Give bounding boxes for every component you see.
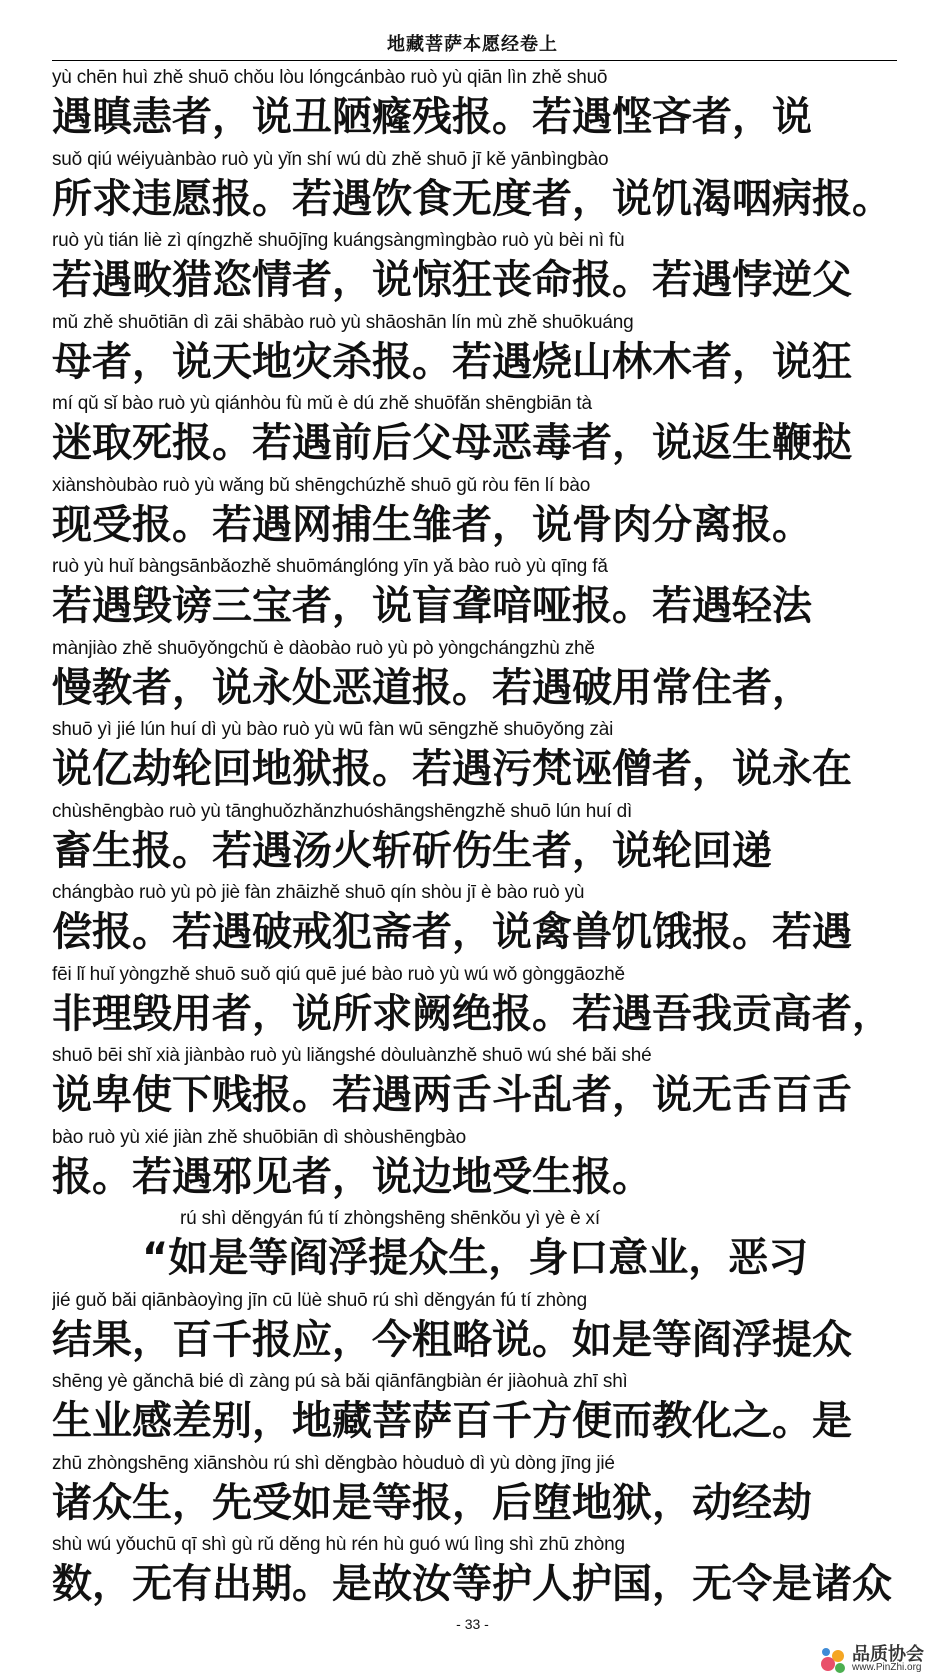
text-line xyxy=(52,309,897,391)
text-line xyxy=(52,635,897,717)
pinyin-line: fēi lǐ huǐ yòngzhě shuō suǒ qiú quē jué bào ruò yù wú wǒ gònggāozhě xyxy=(52,963,625,985)
text-line xyxy=(52,1368,897,1450)
text-line xyxy=(52,227,897,309)
watermark-url: www.PinZhi.org xyxy=(852,1662,922,1673)
hanzi-line: 若遇毁谤三宝者，说盲聋喑哑报。若遇轻法 xyxy=(52,583,812,629)
hanzi-line: “如是等阎浮提众生，身口意业，恶习 xyxy=(142,1235,809,1281)
pinyin-line: mí qǔ sǐ bào ruò yù qiánhòu fù mǔ è dú zhě shuōfǎn shēngbiān tà xyxy=(52,393,592,414)
pinyin-line: ruò yù huǐ bàngsānbǎozhě shuōmánglóng yīn yǎ bào ruò yù qīng fǎ xyxy=(52,556,608,577)
hanzi-line: 迷取死报。若遇前后父母恶毒者，说返生鞭挞 xyxy=(52,420,852,466)
text-line xyxy=(52,553,897,635)
hanzi-line: 母者，说天地灾杀报。若遇烧山林木者，说狂 xyxy=(52,338,852,385)
page-number: - 33 - xyxy=(456,1616,489,1632)
hanzi-line: 生业感差别，地藏菩萨百千方便而教化之。是 xyxy=(52,1398,852,1444)
hanzi-line: 报。若遇邪见者，说边地受生报。 xyxy=(52,1153,652,1200)
pinyin-line: yù chēn huì zhě shuō chǒu lòu lóngcánbào ruò yù qiān lìn zhě shuō xyxy=(52,67,608,88)
watermark-name: 品质协会 xyxy=(852,1644,924,1665)
watermark xyxy=(818,1638,938,1678)
pinyin-line: mǔ zhě shuōtiān dì zāi shābào ruò yù shāoshān lín mù zhě shuōkuáng xyxy=(52,311,634,333)
pinyin-line: chùshēngbào ruò yù tānghuǒzhǎnzhuóshāngshēngzhě shuō lún huí dì xyxy=(52,800,633,822)
pinyin-line: chángbào ruò yù pò jiè fàn zhāizhě shuō qín shòu jī è bào ruò yù xyxy=(52,882,585,903)
watermark-logo-icon xyxy=(818,1644,850,1676)
pinyin-line: mànjiào zhě shuōyǒngchǔ è dàobào ruò yù pò yòngchángzhù zhě xyxy=(52,637,595,659)
hanzi-line: 结果，百千报应，今粗略说。如是等阎浮提众 xyxy=(52,1316,852,1363)
hanzi-line: 诸众生，先受如是等报，后堕地狱，动经劫 xyxy=(52,1479,812,1526)
text-line xyxy=(52,1531,897,1613)
header-rule xyxy=(52,60,897,61)
text-line xyxy=(52,1287,897,1369)
pinyin-line: shēng yè gǎnchā bié dì zàng pú sà bǎi qiānfāngbiàn ér jiàohuà zhī shì xyxy=(52,1371,628,1392)
text-line xyxy=(52,64,897,146)
pinyin-line: suǒ qiú wéiyuànbào ruò yù yǐn shí wú dù zhě shuō jī kě yānbìngbào xyxy=(52,148,609,170)
pinyin-line: shuō bēi shǐ xià jiànbào ruò yù liǎngshé dòuluànzhě shuō wú shé bǎi shé xyxy=(52,1045,652,1066)
hanzi-line: 数，无有出期。是故汝等护人护国，无令是诸众 xyxy=(52,1561,892,1607)
hanzi-line: 非理毁用者，说所求阙绝报。若遇吾我贡高者， xyxy=(52,990,892,1037)
hanzi-line: 遇瞋恚者，说丑陋癃残报。若遇悭吝者，说 xyxy=(52,94,812,140)
pinyin-line: rú shì děngyán fú tí zhòngshēng shēnkǒu yì yè è xí xyxy=(180,1208,600,1229)
hanzi-line: 慢教者，说永处恶道报。若遇破用常住者， xyxy=(52,664,812,711)
pinyin-line: shù wú yǒuchū qī shì gù rǔ děng hù rén hù guó wú lìng shì zhū zhòng xyxy=(52,1534,625,1555)
hanzi-line: 说亿劫轮回地狱报。若遇污梵诬僧者，说永在 xyxy=(52,746,852,792)
text-line xyxy=(52,390,897,472)
running-header-title: 地藏菩萨本愿经卷上 xyxy=(387,34,558,55)
text-line xyxy=(52,1042,897,1124)
text-line xyxy=(52,1450,897,1532)
text-line xyxy=(52,716,897,798)
hanzi-line: 畜生报。若遇汤火斩斫伤生者，说轮回递 xyxy=(52,827,772,874)
hanzi-line: 所求违愿报。若遇饮食无度者，说饥渴咽病报。 xyxy=(52,175,892,222)
text-line xyxy=(52,879,897,961)
text-line xyxy=(52,961,897,1043)
hanzi-line: 偿报。若遇破戒犯斋者，说禽兽饥饿报。若遇 xyxy=(52,909,852,955)
hanzi-line: 说卑使下贱报。若遇两舌斗乱者，说无舌百舌 xyxy=(52,1072,852,1118)
pinyin-line: ruò yù tián liè zì qíngzhě shuōjīng kuángsàngmìngbào ruò yù bèi nì fù xyxy=(52,230,625,251)
pinyin-line: zhū zhòngshēng xiānshòu rú shì děngbào hòuduò dì yù dòng jīng jié xyxy=(52,1452,615,1474)
pinyin-line: bào ruò yù xié jiàn zhě shuōbiān dì shòushēngbào xyxy=(52,1126,466,1148)
text-line xyxy=(52,1124,897,1206)
pinyin-line: xiànshòubào ruò yù wǎng bǔ shēngchúzhě shuō gǔ ròu fēn lí bào xyxy=(52,474,591,496)
hanzi-line: 现受报。若遇网捕生雏者，说骨肉分离报。 xyxy=(52,501,812,548)
text-line xyxy=(52,146,897,228)
text-line xyxy=(52,472,897,554)
pinyin-line: jié guǒ bǎi qiānbàoyìng jīn cū lüè shuō rú shì děngyán fú tí zhòng xyxy=(52,1289,588,1311)
text-line xyxy=(52,1205,897,1287)
pinyin-line: shuō yì jié lún huí dì yù bào ruò yù wū fàn wū sēngzhě shuōyǒng zài xyxy=(52,719,614,740)
text-body xyxy=(52,64,897,1613)
text-line xyxy=(52,798,897,880)
hanzi-line: 若遇畋猎恣情者，说惊狂丧命报。若遇悖逆父 xyxy=(52,257,852,303)
